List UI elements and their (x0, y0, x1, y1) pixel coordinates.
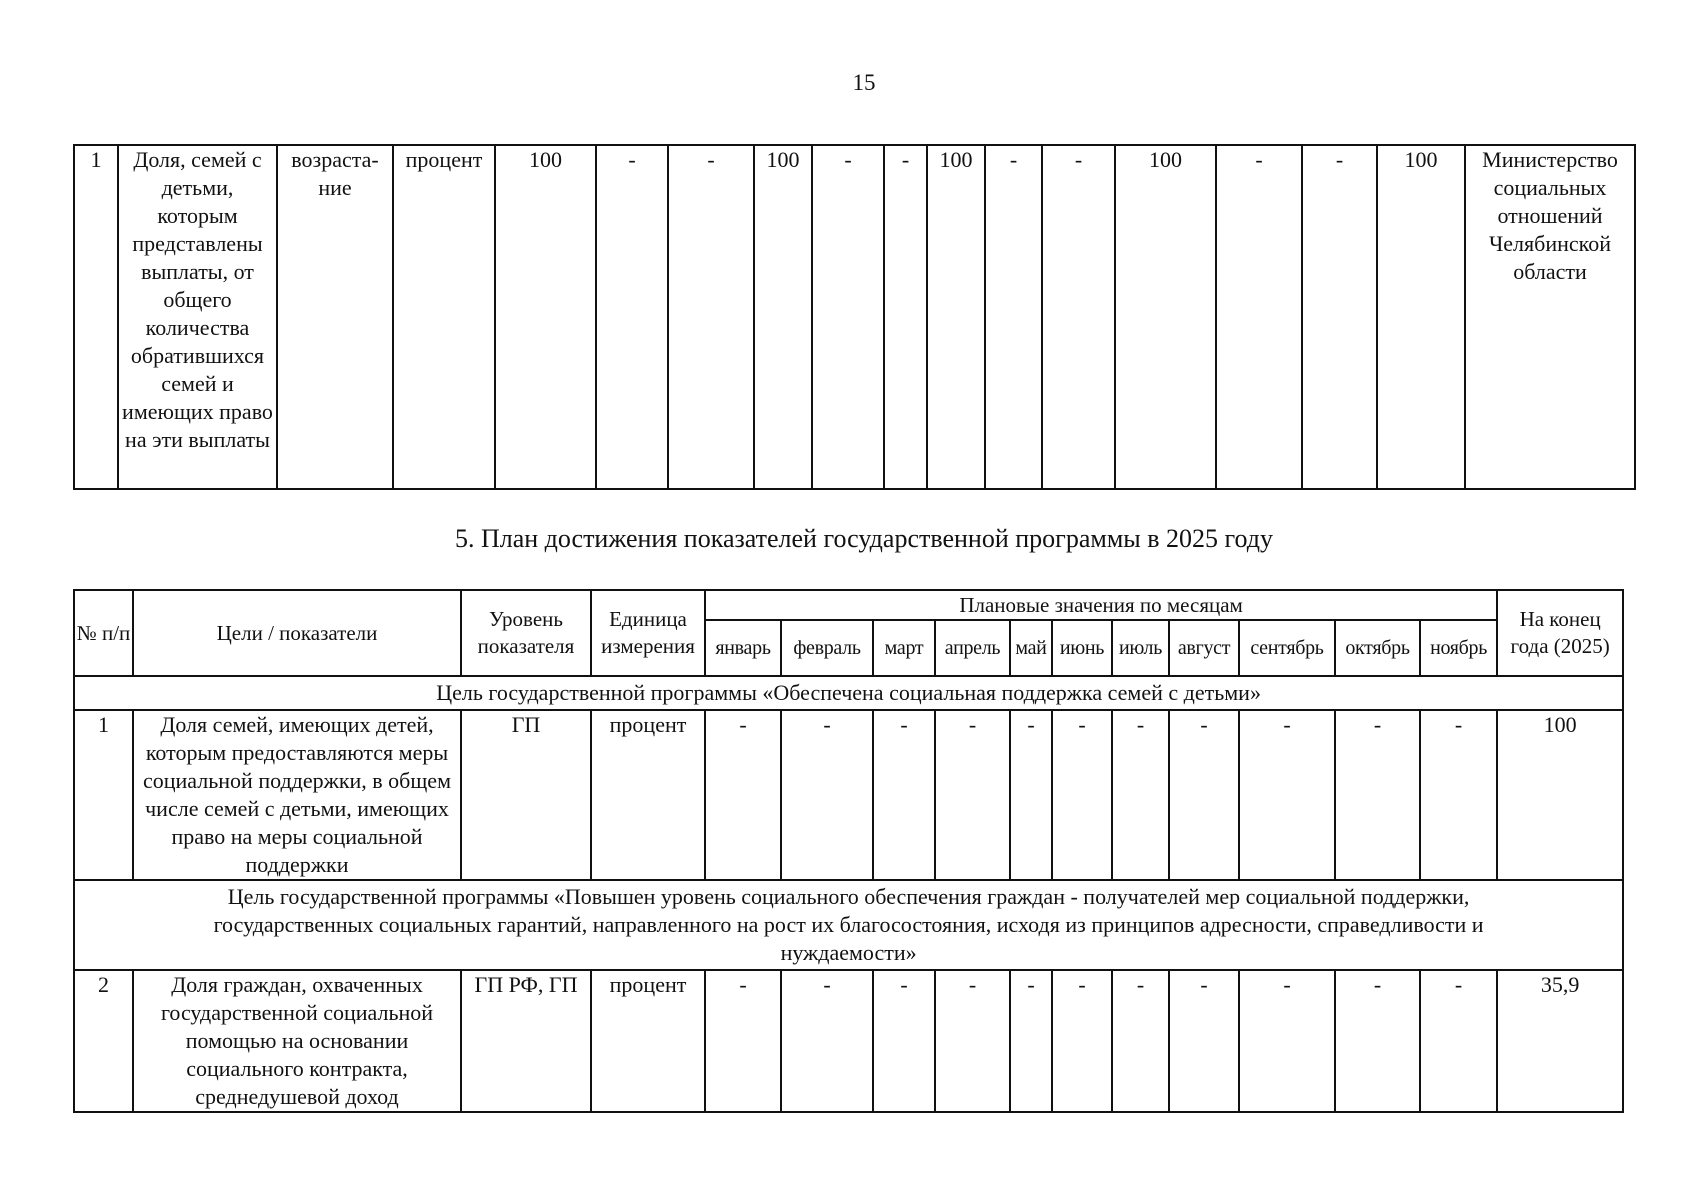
header-row (74, 590, 1623, 620)
responsible-cell: Министерство социальных отношений Челябинской области (1465, 145, 1635, 489)
month-header: январь (705, 620, 781, 676)
month-value: - (873, 970, 935, 1112)
end-value: 100 (1497, 710, 1623, 880)
month-value: - (1052, 970, 1112, 1112)
value-cell: - (596, 145, 668, 489)
header-goal: Цели / показатели (133, 590, 461, 676)
month-value: - (1420, 710, 1497, 880)
row-number: 1 (74, 710, 133, 880)
month-value: - (935, 970, 1010, 1112)
goal-title: Цель государственной программы «Обеспечена социальная поддержка семей с детьми» (74, 676, 1623, 710)
month-header: сентябрь (1239, 620, 1335, 676)
month-header: июнь (1052, 620, 1112, 676)
value-cell: - (1302, 145, 1377, 489)
value-cell: - (985, 145, 1042, 489)
value-cell: 100 (495, 145, 596, 489)
month-value: - (935, 710, 1010, 880)
unit-cell: процент (591, 970, 705, 1112)
value-cell: 100 (927, 145, 985, 489)
month-header: август (1169, 620, 1239, 676)
section-title: 5. План достижения показателей государственной программы в 2025 году (454, 524, 1274, 553)
month-value: - (781, 710, 873, 880)
value-cell: 100 (1377, 145, 1465, 489)
continuation-table (73, 144, 1636, 490)
month-header: октябрь (1335, 620, 1420, 676)
month-value: - (1052, 710, 1112, 880)
month-value: - (1239, 970, 1335, 1112)
table-row (74, 145, 1635, 489)
row-number: 1 (74, 145, 118, 489)
month-header: март (873, 620, 935, 676)
trend-cell: возраста- ние (277, 145, 393, 489)
month-header: июль (1112, 620, 1169, 676)
unit-cell: процент (591, 710, 705, 880)
month-value: - (1335, 710, 1420, 880)
table-row (74, 710, 1623, 880)
month-value: - (1239, 710, 1335, 880)
level-cell: ГП (461, 710, 591, 880)
header-num: № п/п (74, 590, 133, 676)
month-value: - (781, 970, 873, 1112)
month-header: апрель (935, 620, 1010, 676)
month-header: май (1010, 620, 1052, 676)
month-header: ноябрь (1420, 620, 1497, 676)
goal-title: Цель государственной программы «Повышен уровень социального обеспечения граждан - получателей мер социальной поддержки, государственных социальных гарантий, направленного на рост их благосостояния, исходя из принципов адресности, справедливости и нуждаемости» (74, 880, 1623, 970)
header-level: Уровень показателя (461, 590, 591, 676)
table-row (74, 970, 1623, 1112)
month-value: - (1112, 970, 1169, 1112)
month-value: - (1010, 970, 1052, 1112)
end-value: 35,9 (1497, 970, 1623, 1112)
month-value: - (1169, 970, 1239, 1112)
page-number: 15 (852, 70, 876, 95)
goal-row (74, 676, 1623, 710)
value-cell: - (884, 145, 927, 489)
value-cell: - (1216, 145, 1302, 489)
header-unit: Единица измерения (591, 590, 705, 676)
goal-row (74, 880, 1623, 970)
value-cell: - (812, 145, 884, 489)
month-value: - (1335, 970, 1420, 1112)
value-cell: 100 (754, 145, 812, 489)
indicator-name: Доля, семей с детьми, которым представлены выплаты, от общего количества обратившихся семей и имеющих право на эти выплаты (118, 145, 277, 489)
month-value: - (1010, 710, 1052, 880)
month-header: февраль (781, 620, 873, 676)
month-value: - (705, 710, 781, 880)
month-value: - (873, 710, 935, 880)
indicator-name: Доля семей, имеющих детей, которым предоставляются меры социальной поддержки, в общем числе семей с детьми, имеющих право на меры социальной поддержки (133, 710, 461, 880)
value-cell: 100 (1115, 145, 1216, 489)
month-value: - (1112, 710, 1169, 880)
header-end: На конец года (2025) (1497, 590, 1623, 676)
row-number: 2 (74, 970, 133, 1112)
value-cell: - (1042, 145, 1115, 489)
unit-cell: процент (393, 145, 495, 489)
month-value: - (1169, 710, 1239, 880)
value-cell: - (668, 145, 754, 489)
plan-table (73, 589, 1624, 1113)
header-plan: Плановые значения по месяцам (705, 590, 1497, 620)
month-value: - (1420, 970, 1497, 1112)
indicator-name: Доля граждан, охваченных государственной социальной помощью на основании социального контракта, среднедушевой доход (133, 970, 461, 1112)
month-value: - (705, 970, 781, 1112)
level-cell: ГП РФ, ГП (461, 970, 591, 1112)
